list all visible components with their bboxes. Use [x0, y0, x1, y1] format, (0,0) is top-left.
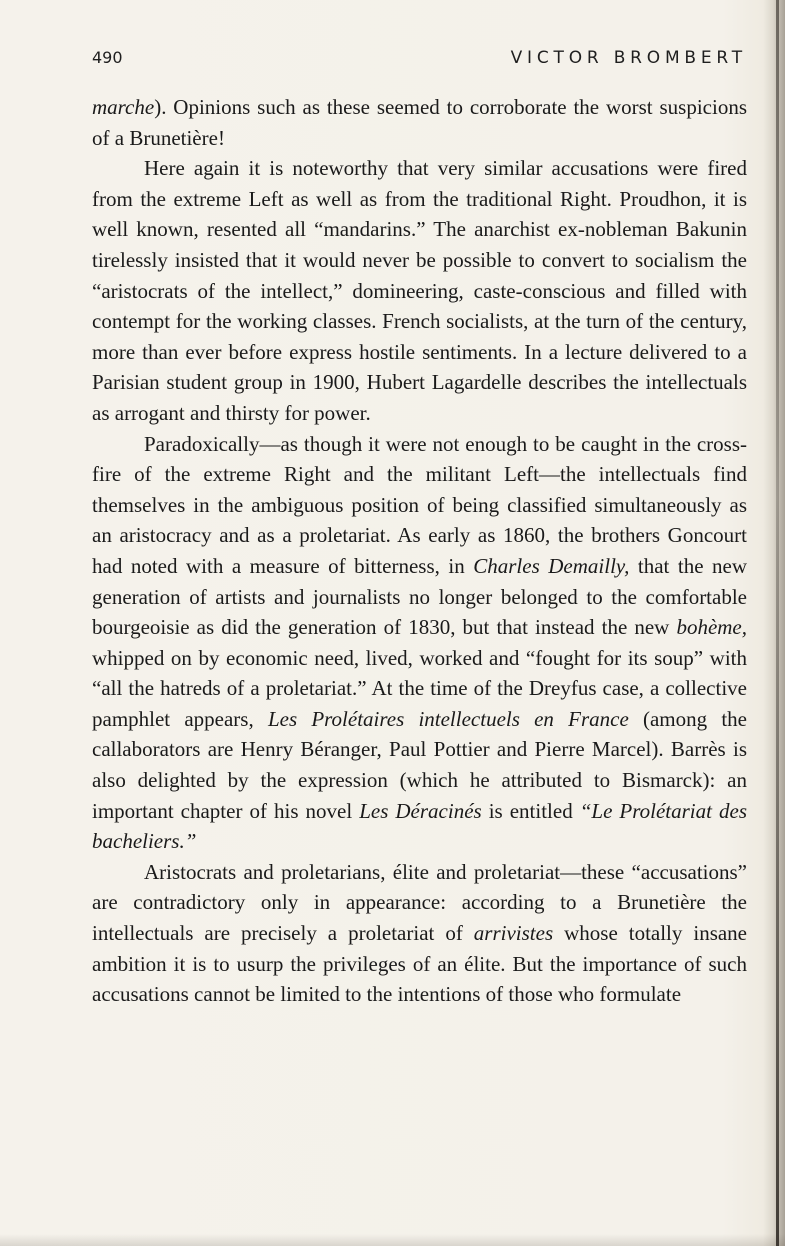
italic-text: Les Déracinés: [359, 798, 482, 823]
italic-text: marche: [92, 95, 155, 119]
italic-text: bohème,: [676, 615, 747, 640]
text-run: is entitled: [481, 798, 580, 823]
text-run: Paradoxically—as though it were not enough to be caught in the cross-fire of the extreme Right and the militant Left—the intellectuals find themselves in the ambiguous position of being classified simultaneously as an aristocracy and as a proletariat. As early as 1860, the brothers Goncourt had noted with a measure of bitterness, in: [92, 431, 747, 578]
italic-text: Charles Demailly,: [473, 553, 630, 578]
page-header: [92, 48, 747, 74]
page-number: 490: [92, 48, 123, 67]
text-run: ). Opinions such as these seemed to corroborate the worst suspicions of a Brunetière!: [92, 95, 747, 150]
italic-text: “Le Prolétariat des bacheliers.”: [92, 798, 747, 854]
paragraph: [92, 857, 747, 1010]
text-run: Aristocrats and proletarians, élite and proletariat—these “accusations” are contradictory only in appearance: according to a Brunetière the intellectuals are precisely a proletariat of: [92, 859, 747, 946]
text-run: (among the callaborators are Henry Béranger, Paul Pottier and Pierre Marcel). Barrès is also delighted by the expression (which he attributed to Bismarck): an important chapter of his novel: [92, 706, 747, 823]
text-run: whose totally insane ambition it is to usurp the privileges of an élite. But the importance of such accusations cannot be limited to the intentions of those who formulate: [92, 921, 748, 1007]
italic-text: Les Prolétaires intellectuels en France: [267, 706, 629, 731]
paragraph: [92, 92, 747, 153]
paragraph: [92, 153, 747, 428]
text-run: that the new generation of artists and journalists no longer belonged to the comfortable bourgeoisie as did the generation of 1830, but that instead the new: [92, 553, 748, 640]
text-run: whipped on by economic need, lived, worked and “fought for its soup” with “all the hatreds of a proletariat.” At the time of the Dreyfus case, a collective pamphlet appears,: [92, 645, 747, 731]
page-edge-shadow: [763, 0, 785, 1246]
book-spine-edge: [776, 0, 779, 1246]
bottom-edge-shadow: [0, 1234, 785, 1246]
paragraph: [92, 429, 747, 857]
running-head: VICTOR BROMBERT: [510, 48, 747, 68]
italic-text: arrivistes: [473, 921, 554, 946]
body-text: [92, 92, 747, 1010]
text-run: Here again it is noteworthy that very similar accusations were fired from the extreme Left as well as from the traditional Right. Proudhon, it is well known, resented all “mandarins.” The anarchist ex-nobleman Bakunin tirelessly insisted that it would never be possible to convert to socialism the “aristocrats of the intellect,” domineering, caste-conscious and filled with contempt for the working classes. French socialists, at the turn of the century, more than ever before express hostile sentiments. In a lecture delivered to a Parisian student group in 1900, Hubert Lagardelle describes the intellectuals as arrogant and thirsty for power.: [92, 156, 747, 425]
